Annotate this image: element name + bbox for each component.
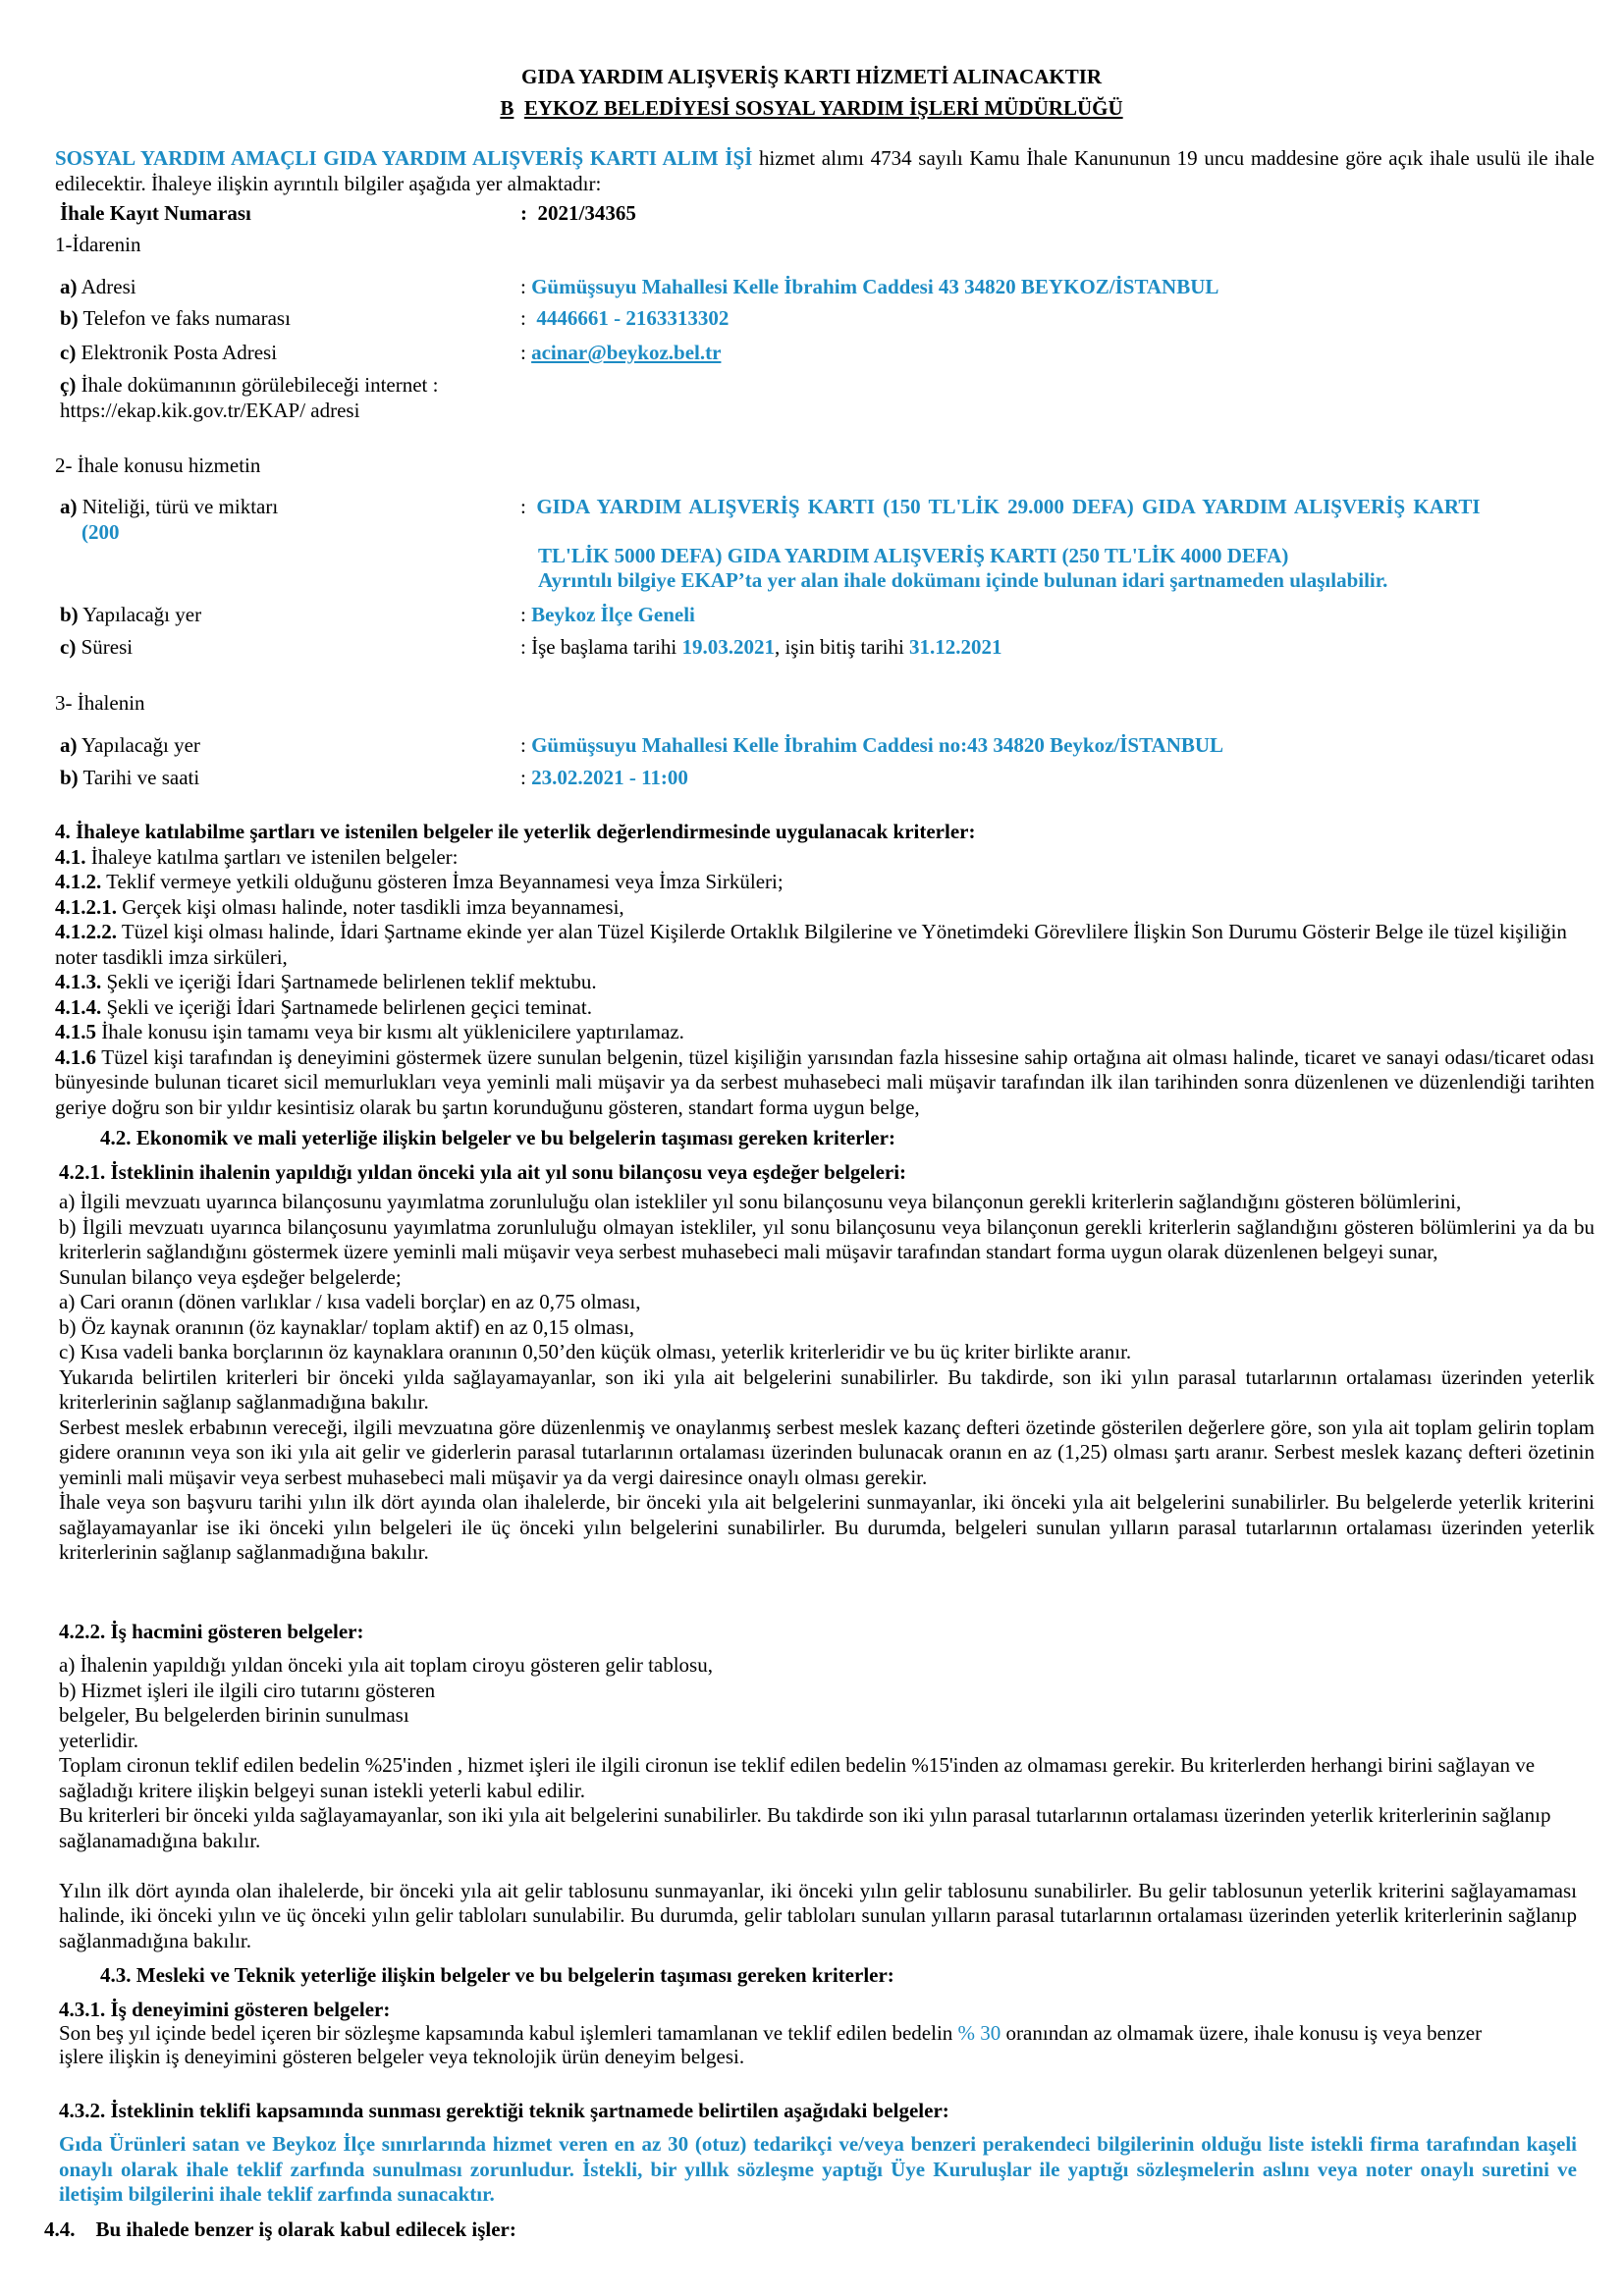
text-run: Şekli ve içeriği İdari Şartnamede belirlenen geçici teminat.	[101, 994, 592, 1019]
item-label: Niteliği, türü ve miktarı	[77, 495, 279, 518]
paragraph	[59, 1315, 1595, 1341]
text-run: Tüzel kişi tarafından iş deneyimini göstermek üzere sunulan belgenin, tüzel kişiliğin yarısından fazla hissesine sahip ortağına ait olması halinde, ticaret ve sanayi odası/ticaret odası bünyesinde bulunan ticaret sicil memurlukları veya yeminli mali müşavir ya da serbest muhasebeci mali müşavir tarafından ilk ilan tarihinden sonra düzenlenen ve düzenlendiği tarihten geriye doğru son bir yıldır kesintisiz olarak bu şartın korunduğunu gösteren, standart forma uygun belge,	[55, 1044, 1595, 1119]
text-run: belgeler, Bu belgelerden birinin sunulması	[59, 1703, 409, 1727]
paragraph	[59, 2021, 1596, 2045]
telefon-value: : 4446661 - 2163313302	[520, 306, 730, 330]
paragraph	[59, 1490, 1595, 1566]
paragraph	[59, 1160, 1598, 1186]
idare-heading: 1-İdarenin	[55, 233, 141, 256]
document-title: GIDA YARDIM ALIŞVERİŞ KARTI HİZMETİ ALINACAKTIR	[520, 65, 1103, 88]
sure-label	[60, 635, 512, 661]
eposta-label	[60, 341, 512, 366]
subtitle-initial: B	[500, 96, 514, 120]
section-4-3-2-body	[59, 2132, 1577, 2208]
paragraph	[59, 1415, 1595, 1491]
item-key: a)	[60, 733, 78, 757]
kayit-value: : 2021/34365	[520, 201, 636, 225]
ihale-yer-value: : Gümüşsuyu Mahallesi Kelle İbrahim Caddesi no:43 34820 Beykoz/İSTANBUL	[520, 733, 1224, 757]
paragraph	[55, 970, 1595, 995]
text-run: İhaleye katılma şartları ve istenilen belgeler:	[85, 844, 459, 869]
item-label: Adresi	[77, 275, 136, 298]
sure-prefix: İşe başlama tarihi	[531, 635, 682, 659]
paragraph	[55, 845, 1595, 871]
text-run: Son beş yıl içinde bedel içeren bir sözleşme kapsamında kabul işlemleri tamamlanan ve teklif edilen bedelin	[59, 2021, 958, 2045]
item-label: Elektronik Posta Adresi	[76, 341, 278, 364]
end-date: 31.12.2021	[909, 635, 1002, 659]
paragraph	[59, 1703, 1577, 1729]
text-run: a) İhalenin yapıldığı yıldan önceki yıla ait toplam ciroyu gösteren gelir tablosu,	[59, 1653, 713, 1677]
paragraph	[55, 870, 1595, 895]
text-run: 4.3. Mesleki ve Teknik yeterliğe ilişkin belgeler ve bu belgelerin taşıması gereken kriterler:	[100, 1963, 894, 1987]
paragraph	[59, 1653, 1577, 1679]
document-subtitle	[0, 96, 1623, 122]
phone-text: 4446661 - 2163313302	[536, 306, 730, 330]
text-run: Gıda Ürünleri satan ve Beykoz İlçe sınırlarında hizmet veren en az 30 (otuz) tedarikçi ve/veya benzeri perakendeci bilgilerinin olduğu liste istekli firma tarafından kaşeli onaylı olarak ihale teklif zarfında sunulması zorunludur. İstekli, bir yıllık sözleşme yaptığı Üye Kuruluşlar ile yaptığı sözleşmelerin aslını veya noter onaylı suretini ve iletişim bilgilerini ihale teklif zarfında sunacaktır.	[59, 2132, 1577, 2206]
paragraph	[55, 895, 1595, 921]
text-run: yeterlidir.	[59, 1728, 139, 1752]
ihale-yer-label	[60, 733, 512, 759]
text-run: 4.2.1. İsteklinin ihalenin yapıldığı yıldan önceki yıla ait yıl sonu bilançosu veya eşdeğer belgeleri:	[59, 1160, 907, 1184]
item-key: b)	[60, 766, 79, 789]
paragraph	[55, 920, 1595, 970]
text-run: 4.1.4.	[55, 994, 102, 1019]
internet-label	[60, 373, 512, 423]
ekap-url: https://ekap.kik.gov.tr/EKAP/ adresi	[60, 398, 360, 422]
paragraph	[55, 1045, 1595, 1121]
text-run: a) İlgili mevzuatı uyarınca bilançosunu yayımlatma zorunluluğu olan istekliler yıl sonu bilançosunu veya bilançonun gerekli kriterlerin sağlandığını gösteren bölümlerini,	[59, 1190, 1462, 1213]
eposta-value: : acinar@beykoz.bel.tr	[520, 341, 722, 364]
nitelik-line3: Ayrıntılı bilgiye EKAP’ta yer alan ihale dokümanı içinde bulunan idari şartnameden ulaşılabilir.	[538, 568, 1388, 592]
subtitle-rest: EYKOZ BELEDİYESİ SOSYAL YARDIM İŞLERİ MÜDÜRLÜĞÜ	[523, 96, 1123, 120]
section-4-2-2-heading	[59, 1620, 1598, 1645]
text-run: 4. İhaleye katılabilme şartları ve istenilen belgeler ile yeterlik değerlendirmesinde uygulanacak kriterler:	[55, 820, 976, 843]
item-label: Süresi	[76, 635, 134, 659]
item-key: a)	[60, 495, 78, 518]
paragraph	[100, 1126, 1573, 1151]
item-key: c)	[60, 635, 77, 659]
paragraph	[59, 2045, 1596, 2068]
paragraph	[100, 1963, 1573, 1989]
text-run: 4.1.6	[55, 1044, 96, 1069]
intro-text: hizmet alımı 4734 sayılı Kamu İhale Kanununun 19 uncu maddesine göre açık ihale usulü ile ihale edilecektir. İhaleye ilişkin ayrıntılı bilgiler aşağıda yer almaktadır:	[55, 146, 1595, 195]
paragraph	[59, 1803, 1577, 1853]
text-run: İhale konusu işin tamamı veya bir kısmı alt yüklenicilere yaptırılamaz.	[96, 1020, 684, 1043]
nitelik-label	[60, 495, 512, 545]
paragraph	[59, 2099, 1598, 2124]
text-run: Gerçek kişi olması halinde, noter tasdikli imza beyannamesi,	[117, 894, 624, 919]
paragraph	[59, 1340, 1595, 1365]
yer-label	[60, 603, 512, 628]
intro-paragraph	[55, 146, 1595, 196]
section-4-2-1-heading	[59, 1160, 1598, 1186]
paragraph	[44, 2217, 1584, 2243]
section-4-2-heading	[100, 1126, 1573, 1151]
item-key: b)	[60, 306, 79, 330]
adres-label	[60, 275, 512, 300]
text-run: Serbest meslek erbabının vereceği, ilgili mevzuatına göre düzenlenmiş ve onaylanmış serbest meslek kazanç defteri özetinde gösterilen değerlere göre, son yıla ait toplam gelirin toplam gidere oranının veya son iki yıla ait gelir ve giderlerin parasal tutarlarının ortalaması üzerinden bulunacak oranın en az (1,25) olması şartı aranır. Serbest meslek kazanç defteri özetinin yeminli mali müşavir veya serbest muhasebeci mali müşavir ya da vergi dairesince onaylı olması gerekir.	[59, 1415, 1595, 1489]
ihale-address: Gümüşsuyu Mahallesi Kelle İbrahim Caddesi no:43 34820 Beykoz/İSTANBUL	[531, 733, 1224, 757]
sure-value: : İşe başlama tarihi 19.03.2021, işin bitiş tarihi 31.12.2021	[520, 635, 1002, 659]
text-run: Yukarıda belirtilen kriterleri bir önceki yılda sağlayamayanlar, son iki yıla ait belgelerini sunabilirler. Bu takdirde, son iki yılın parasal tutarlarının ortalaması üzerinden yeterlik kriterlerinin sağlanıp sağlanmadığına bakılır.	[59, 1364, 1595, 1414]
ihale-tarih-label	[60, 766, 512, 791]
paragraph	[59, 1998, 1596, 2021]
section-4-3-heading	[100, 1963, 1573, 1989]
paragraph	[59, 1729, 1577, 1754]
paragraph	[59, 1190, 1595, 1215]
text-run: Sunulan bilanço veya eşdeğer belgelerde;	[59, 1264, 402, 1289]
adres-value: : Gümüşsuyu Mahallesi Kelle İbrahim Caddesi 43 34820 BEYKOZ/İSTANBUL	[520, 275, 1219, 298]
paragraph	[59, 1753, 1577, 1803]
nitelik-line2: TL'LİK 5000 DEFA) GIDA YARDIM ALIŞVERİŞ KARTI (250 TL'LİK 4000 DEFA)	[538, 544, 1289, 567]
text-run: 4.1.	[55, 844, 86, 869]
text-run: Tüzel kişi olması halinde, İdari Şartname ekinde yer alan Tüzel Kişilerde Ortaklık Bilgilerine ve Yönetimdeki Görevlilere İlişkin Son Durumu Gösterir Belge ile tüzel kişiliğin noter tasdikli imza sirküleri,	[55, 920, 1567, 969]
paragraph	[59, 1215, 1595, 1265]
konu-heading: 2- İhale konusu hizmetin	[55, 454, 261, 477]
text-run: 4.4.	[44, 2217, 76, 2241]
paragraph	[55, 820, 1595, 845]
item-label: Tarihi ve saati	[78, 766, 200, 789]
nitelik-value: : GIDA YARDIM ALIŞVERİŞ KARTI (150 TL'LİK 29.000 DEFA) GIDA YARDIM ALIŞVERİŞ KARTI	[520, 495, 1481, 518]
email-link[interactable]: acinar@beykoz.bel.tr	[531, 341, 722, 364]
text-run: a) Cari oranın (dönen varlıklar / kısa vadeli borçlar) en az 0,75 olması,	[59, 1290, 641, 1313]
paragraph	[59, 1290, 1595, 1315]
text-run: İhale veya son başvuru tarihi yılın ilk dört ayında olan ihalelerde, bir önceki yıla ait belgelerini sunmayanlar, iki önceki yıla ait belgelerini sunabilirler. Bu belgelerde yeterlik kriterini sağlayamayanlar ise iki önceki yılın belgeleri ile üç önceki yılın belgelerini sunabilirler. Bu durumda, belgeleri sunulan yılların parasal tutarlarının ortalaması üzerinden yeterlik kriterlerinin sağlanıp sağlanmadığına bakılır.	[59, 1490, 1595, 1564]
text-run: Teklif vermeye yetkili olduğunu gösteren İmza Beyannamesi veya İmza Sirküleri;	[101, 870, 784, 893]
paragraph	[59, 1365, 1595, 1415]
text-run: c) Kısa vadeli banka borçlarının öz kaynaklara oranının 0,50’den küçük olması, yeterlik kriterleridir ve bu üç kriter birlikte aranır.	[59, 1340, 1132, 1363]
section-4-3-1	[59, 1998, 1596, 2068]
paragraph	[55, 995, 1595, 1021]
telefon-label	[60, 306, 512, 332]
paragraph	[59, 2132, 1577, 2208]
text-run: b) İlgili mevzuatı uyarınca bilançosunu yayımlatma zorunluluğu olmayan istekliler, yıl sonu bilançosunu veya bilançonun gerekli kriterlerin sağlandığını gösteren bölümlerini ya da bu kriterlerin sağlandığını göstermek üzere yeminli mali müşavir veya serbest muhasebeci mali müşavir tarafından standart forma uygun olarak düzenlenen belgeyi sunar,	[59, 1214, 1595, 1263]
item-label: İhale dokümanının görülebileceği internet :	[76, 373, 439, 397]
sure-mid: , işin bitiş tarihi	[774, 635, 910, 659]
text-run: 4.1.3.	[55, 970, 102, 993]
text-run: 4.2. Ekonomik ve mali yeterliğe ilişkin belgeler ve bu belgelerin taşıması gereken kriterler:	[100, 1126, 895, 1149]
ihale-datetime: 23.02.2021 - 11:00	[531, 766, 688, 789]
place-text: Beykoz İlçe Geneli	[531, 603, 695, 626]
item-key: ç)	[60, 373, 77, 397]
item-key: b)	[60, 603, 79, 626]
item-label: Yapılacağı yer	[77, 733, 200, 757]
kayit-label: İhale Kayıt Numarası	[60, 201, 251, 225]
yer-value: : Beykoz İlçe Geneli	[520, 603, 695, 626]
text-run: Bu kriterleri bir önceki yılda sağlayamayanlar, son iki yıla ait belgelerini sunabilirler. Bu takdirde son iki yılın parasal tutarlarının ortalaması üzerinden yeterlik kriterlerinin sağlanıp sağlanamadığına bakılır.	[59, 1803, 1551, 1852]
text-run: 4.1.2.	[55, 870, 102, 893]
text-run: Bu ihalede benzer iş olarak kabul edilecek işler:	[75, 2217, 516, 2241]
text-run: Şekli ve içeriği İdari Şartnamede belirlenen teklif mektubu.	[101, 970, 597, 993]
text-run: oranından az olmamak üzere, ihale konusu iş veya benzer	[1001, 2021, 1483, 2045]
section-4-2-1-body	[59, 1190, 1595, 1566]
tender-subject: SOSYAL YARDIM AMAÇLI GIDA YARDIM ALIŞVERİŞ KARTI ALIM İŞİ	[55, 146, 753, 170]
item-label: Yapılacağı yer	[78, 603, 202, 626]
text-run: Yılın ilk dört ayında olan ihalelerde, bir önceki yıla ait gelir tablosunu sunmayanlar, iki önceki yılın gelir tablosunu sunabilirler. Bu gelir tablosunun yeterlik kriterini sağlayamaması halinde, iki önceki yılın ve üç önceki yılın gelir tabloları sunulabilir. Bu durumda, gelir tabloları sunulan yılların parasal tutarlarının ortalaması üzerinden yeterlik kriterlerinin sağlanıp sağlanmadığına bakılır.	[59, 1878, 1577, 1952]
section-4-1	[55, 820, 1595, 1120]
text-run: % 30	[957, 2021, 1001, 2045]
text-run: b) Hizmet işleri ile ilgili ciro tutarını gösteren	[59, 1678, 436, 1702]
paragraph	[59, 1265, 1595, 1291]
text-run: Toplam cironun teklif edilen bedelin %25'inden , hizmet işleri ile ilgili cironun ise teklif edilen bedelin %15'inden az olmaması gerekir. Bu kriterlerden herhangi birini sağlayan ve sağladığı kritere ilişkin belgeyi sunan istekli yeterli kabul edilir.	[59, 1753, 1536, 1802]
text-run: b) Öz kaynak oranının (öz kaynaklar/ toplam aktif) en az 0,15 olması,	[59, 1314, 635, 1339]
paragraph	[59, 1679, 1577, 1704]
item-key: c)	[60, 341, 77, 364]
kayit-number: 2021/34365	[537, 201, 636, 225]
ihale-tarih-value: : 23.02.2021 - 11:00	[520, 766, 688, 789]
nitelik-cont: (200	[81, 519, 120, 544]
paragraph	[55, 1020, 1595, 1045]
nitelik-line1: GIDA YARDIM ALIŞVERİŞ KARTI (150 TL'LİK 29.000 DEFA) GIDA YARDIM ALIŞVERİŞ KARTI	[536, 495, 1481, 518]
text-run: 4.3.1. İş deneyimini gösteren belgeler:	[59, 1998, 391, 2021]
ihale-heading: 3- İhalenin	[55, 691, 145, 715]
section-4-4	[44, 2217, 1584, 2243]
section-4-2-2-body	[59, 1653, 1577, 1953]
section-4-3-2-heading	[59, 2099, 1598, 2124]
text-run: 4.3.2. İsteklinin teklifi kapsamında sunması gerektiği teknik şartnamede belirtilen aşağıdaki belgeler:	[59, 2099, 949, 2122]
paragraph	[59, 1620, 1598, 1645]
item-key: a)	[60, 275, 78, 298]
start-date: 19.03.2021	[681, 635, 775, 659]
paragraph	[59, 1879, 1577, 1954]
text-run: 4.2.2. İş hacmini gösteren belgeler:	[59, 1620, 364, 1643]
text-run: 4.1.2.2.	[55, 920, 117, 943]
address-text: Gümüşsuyu Mahallesi Kelle İbrahim Caddesi 43 34820 BEYKOZ/İSTANBUL	[531, 275, 1219, 298]
text-run: 4.1.2.1.	[55, 894, 117, 919]
text-run: 4.1.5	[55, 1020, 96, 1043]
text-run: işlere ilişkin iş deneyimini gösteren belgeler veya teknolojik ürün deneyim belgesi.	[59, 2045, 745, 2068]
item-label: Telefon ve faks numarası	[78, 306, 291, 330]
